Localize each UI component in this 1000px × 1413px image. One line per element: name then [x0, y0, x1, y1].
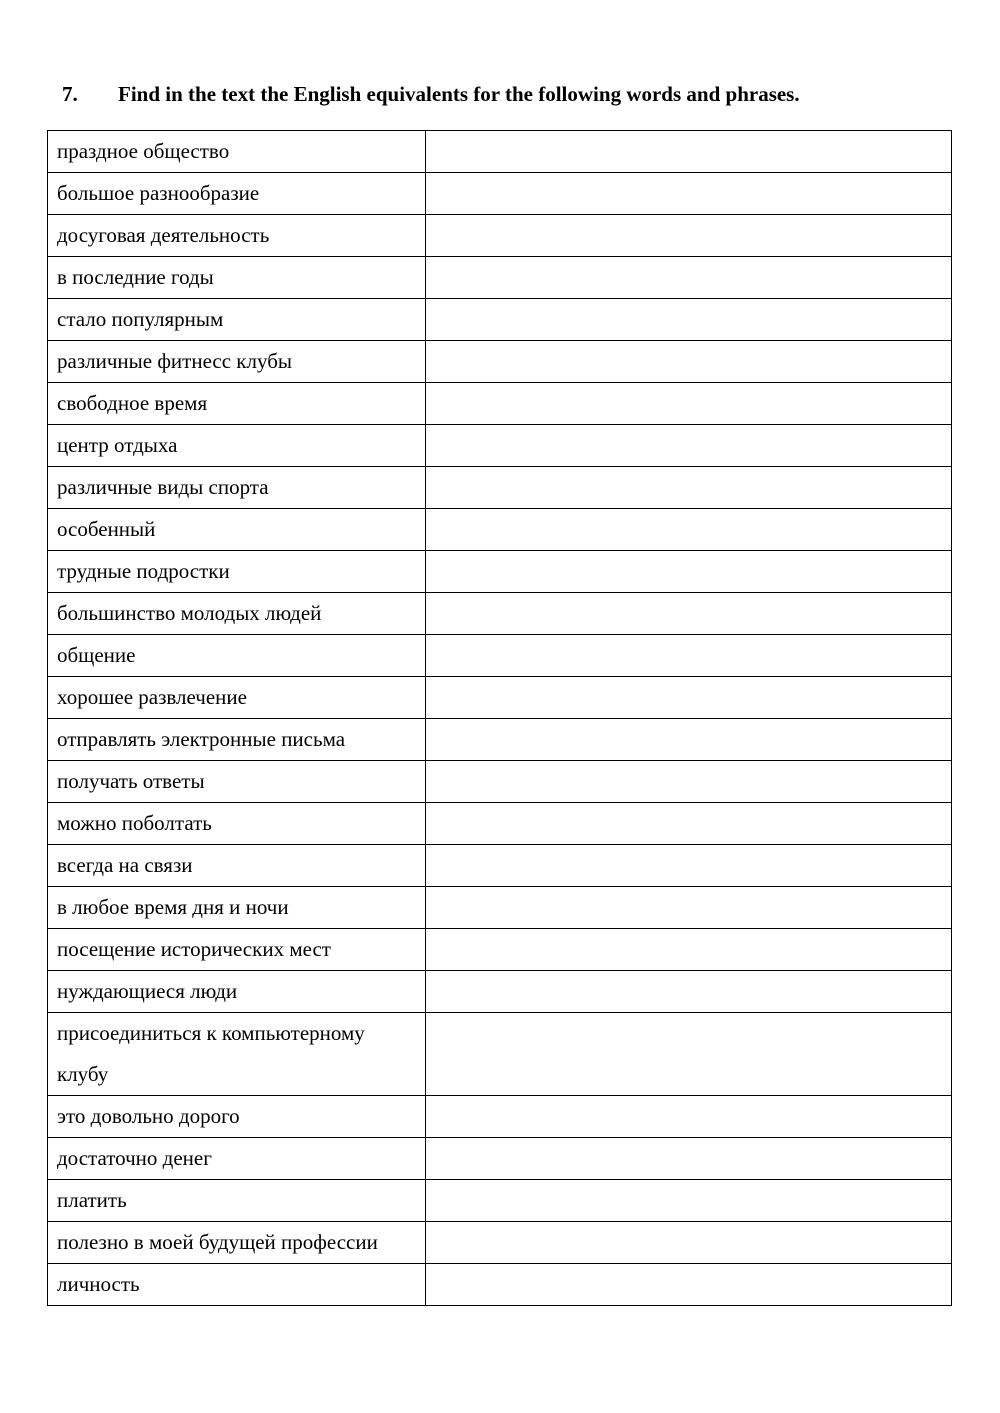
table-row	[48, 761, 952, 803]
english-equivalent-cell[interactable]	[426, 131, 952, 173]
english-equivalent-cell[interactable]	[426, 215, 952, 257]
english-equivalent-cell[interactable]	[426, 1264, 952, 1306]
russian-phrase-cell: трудные подростки	[48, 551, 426, 593]
russian-phrase-cell: в любое время дня и ночи	[48, 887, 426, 929]
english-equivalent-cell[interactable]	[426, 173, 952, 215]
english-equivalent-cell[interactable]	[426, 383, 952, 425]
table-row	[48, 1264, 952, 1306]
table-row	[48, 677, 952, 719]
russian-phrase-cell: общение	[48, 635, 426, 677]
russian-phrase-cell: различные виды спорта	[48, 467, 426, 509]
table-row	[48, 173, 952, 215]
english-equivalent-cell[interactable]	[426, 509, 952, 551]
russian-phrase-cell: присоединиться к компьютерному клубу	[48, 1013, 426, 1096]
english-equivalent-cell[interactable]	[426, 887, 952, 929]
table-row	[48, 635, 952, 677]
table-row	[48, 215, 952, 257]
table-row	[48, 887, 952, 929]
english-equivalent-cell[interactable]	[426, 761, 952, 803]
table-row	[48, 1138, 952, 1180]
table-row	[48, 551, 952, 593]
english-equivalent-cell[interactable]	[426, 1096, 952, 1138]
english-equivalent-cell[interactable]	[426, 467, 952, 509]
english-equivalent-cell[interactable]	[426, 593, 952, 635]
russian-phrase-cell: достаточно денег	[48, 1138, 426, 1180]
exercise-number: 7.	[62, 82, 78, 106]
russian-phrase-cell: можно поболтать	[48, 803, 426, 845]
english-equivalent-cell[interactable]	[426, 929, 952, 971]
english-equivalent-cell[interactable]	[426, 719, 952, 761]
table-row	[48, 1013, 952, 1096]
english-equivalent-cell[interactable]	[426, 845, 952, 887]
english-equivalent-cell[interactable]	[426, 803, 952, 845]
russian-phrase-cell: личность	[48, 1264, 426, 1306]
english-equivalent-cell[interactable]	[426, 635, 952, 677]
table-row	[48, 803, 952, 845]
russian-phrase-cell: всегда на связи	[48, 845, 426, 887]
table-row	[48, 929, 952, 971]
table-row	[48, 509, 952, 551]
russian-phrase-cell: хорошее развлечение	[48, 677, 426, 719]
russian-phrase-cell: полезно в моей будущей профессии	[48, 1222, 426, 1264]
table-row	[48, 1222, 952, 1264]
english-equivalent-cell[interactable]	[426, 1138, 952, 1180]
table-row	[48, 383, 952, 425]
table-row	[48, 299, 952, 341]
russian-phrase-cell: центр отдыха	[48, 425, 426, 467]
russian-phrase-cell: посещение исторических мест	[48, 929, 426, 971]
english-equivalent-cell[interactable]	[426, 677, 952, 719]
english-equivalent-cell[interactable]	[426, 971, 952, 1013]
table-row	[48, 425, 952, 467]
russian-phrase-cell: свободное время	[48, 383, 426, 425]
russian-phrase-cell: стало популярным	[48, 299, 426, 341]
table-row	[48, 845, 952, 887]
exercise-heading	[62, 80, 800, 108]
english-equivalent-cell[interactable]	[426, 257, 952, 299]
table-row	[48, 593, 952, 635]
english-equivalent-cell[interactable]	[426, 299, 952, 341]
russian-phrase-cell: большое разнообразие	[48, 173, 426, 215]
vocabulary-table-body	[48, 131, 952, 1306]
english-equivalent-cell[interactable]	[426, 425, 952, 467]
russian-phrase-cell: нуждающиеся люди	[48, 971, 426, 1013]
russian-phrase-cell: получать ответы	[48, 761, 426, 803]
english-equivalent-cell[interactable]	[426, 1180, 952, 1222]
english-equivalent-cell[interactable]	[426, 1013, 952, 1096]
russian-phrase-cell: досуговая деятельность	[48, 215, 426, 257]
table-row	[48, 257, 952, 299]
russian-phrase-cell: особенный	[48, 509, 426, 551]
russian-phrase-cell: праздное общество	[48, 131, 426, 173]
table-row	[48, 467, 952, 509]
vocabulary-table	[47, 130, 952, 1306]
russian-phrase-cell: в последние годы	[48, 257, 426, 299]
table-row	[48, 1180, 952, 1222]
table-row	[48, 1096, 952, 1138]
russian-phrase-cell: различные фитнесс клубы	[48, 341, 426, 383]
english-equivalent-cell[interactable]	[426, 1222, 952, 1264]
russian-phrase-cell: платить	[48, 1180, 426, 1222]
table-row	[48, 131, 952, 173]
table-row	[48, 341, 952, 383]
russian-phrase-cell: это довольно дорого	[48, 1096, 426, 1138]
english-equivalent-cell[interactable]	[426, 341, 952, 383]
english-equivalent-cell[interactable]	[426, 551, 952, 593]
russian-phrase-cell: большинство молодых людей	[48, 593, 426, 635]
table-row	[48, 719, 952, 761]
russian-phrase-cell: отправлять электронные письма	[48, 719, 426, 761]
exercise-instruction: Find in the text the English equivalents for the following words and phrases.	[118, 82, 800, 106]
table-row	[48, 971, 952, 1013]
